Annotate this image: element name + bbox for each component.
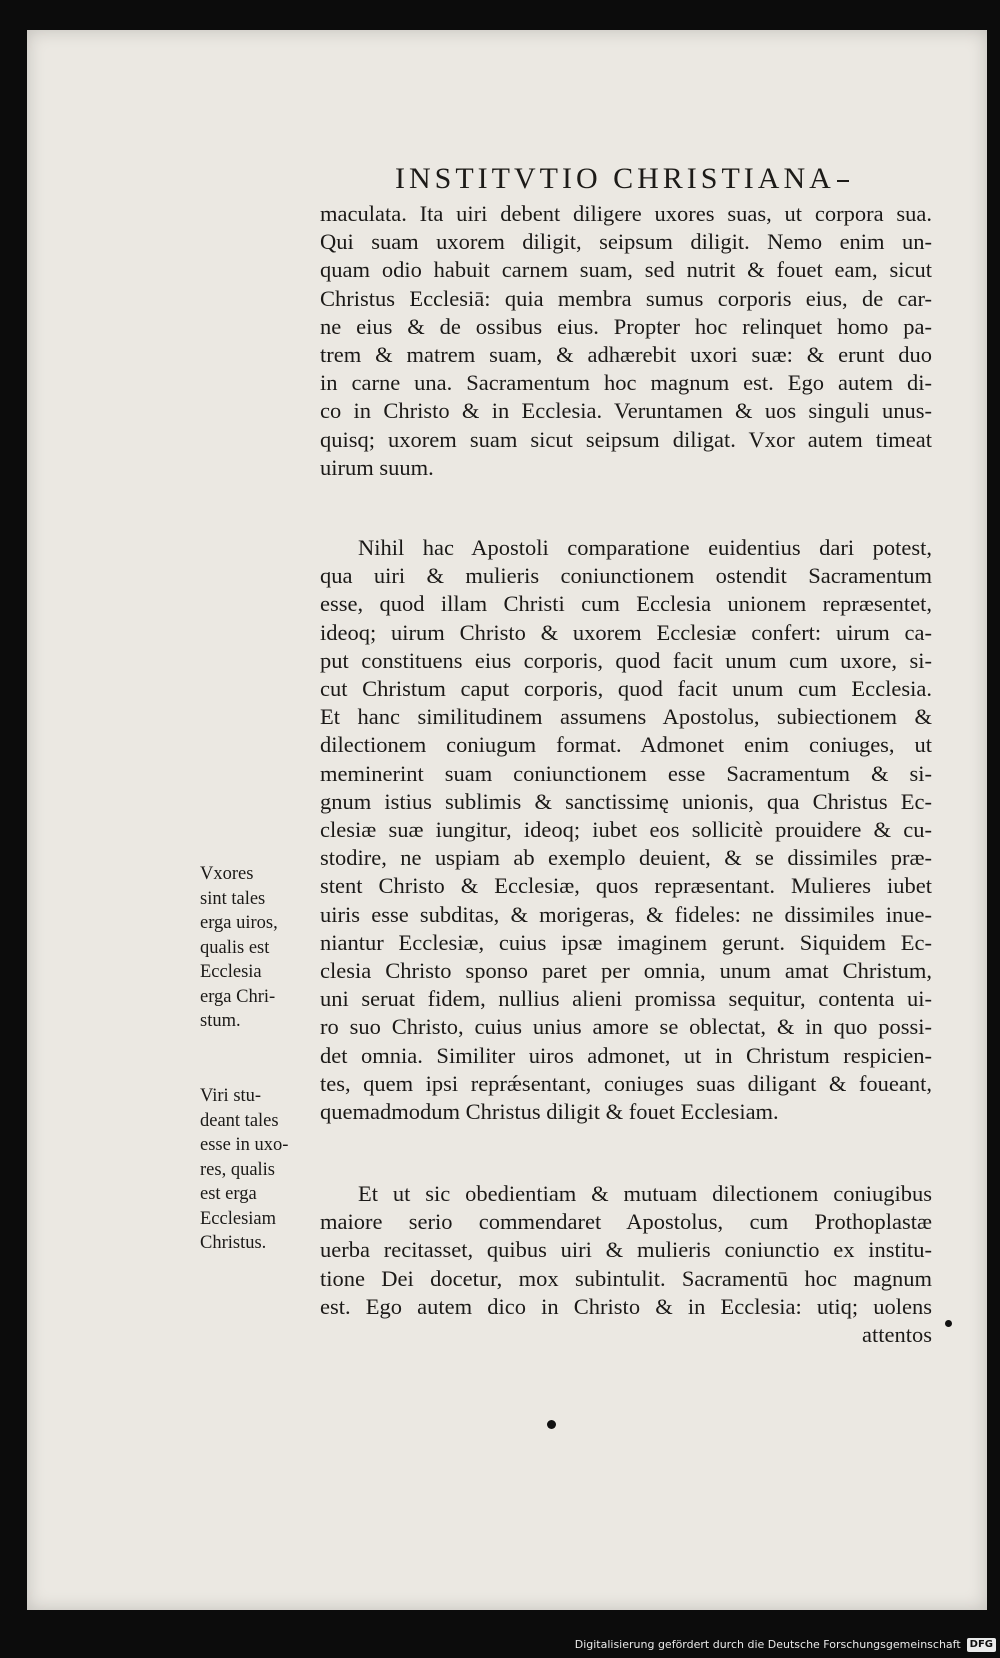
text-line: clesiæ suæ iungitur, ideoq; iubet eos sollicitè prouidere & cu- — [320, 817, 932, 843]
margin-note-1 — [200, 862, 305, 1034]
paragraph-1 — [320, 200, 932, 482]
text-line: gnum istius sublimis & sanctissimę unionis, qua Christus Ec- — [320, 788, 932, 814]
text-line: uiris esse subditas, & morigeras, & fideles: ne dissimiles inue- — [320, 901, 932, 927]
text-line: trem & matrem suam, & adhærebit uxori suæ: & erunt duo — [320, 342, 932, 368]
footer-text: Digitalisierung gefördert durch die Deutsche Forschungsgemeinschaft — [574, 1638, 961, 1651]
text-line: uirum suum. — [320, 454, 434, 480]
text-line: uerba recitasset, quibus uiri & mulieris coniunctio ex institu- — [320, 1237, 932, 1263]
text-line: esse, quod illam Christi cum Ecclesia unionem repræsentet, — [320, 591, 932, 617]
margin-line: res, qualis — [200, 1159, 276, 1180]
text-line: maculata. Ita uiri debent diligere uxores suas, ut corpora sua. — [320, 201, 932, 226]
ink-dot — [945, 1320, 952, 1327]
text-line: dilectionem coniugum format. Admonet enim coniuges, ut — [320, 732, 932, 758]
running-header: INSTITVTIO CHRISTIANA — [395, 162, 849, 196]
margin-line: Christus. — [200, 1233, 267, 1253]
text-line: quemadmodum Christus diligit & fouet Ecclesiam. — [320, 1099, 779, 1125]
text-line: clesia Christo sponso paret per omnia, unum amat Christum, — [320, 958, 932, 984]
text-line: quam odio habuit carnem suam, sed nutrit & fouet eam, sicut — [320, 257, 932, 283]
text-line: Qui suam uxorem diligit, seipsum diligit. Nemo enim un- — [320, 229, 932, 255]
margin-line: stum. — [200, 1011, 241, 1031]
text-line: maiore serio commendaret Apostolus, cum Prothoplastæ — [320, 1209, 932, 1235]
margin-line: Viri stu- — [200, 1086, 262, 1106]
text-line: cut Christum caput corporis, quod facit unum cum Ecclesia. — [320, 676, 932, 702]
text-line: uni seruat fidem, nullius alieni promissa sequitur, contenta ui- — [320, 986, 932, 1012]
text-line: quisq; uxorem suam sicut seipsum diligat. Vxor autem timeat — [320, 426, 932, 452]
margin-line: Ecclesia — [200, 962, 262, 982]
text-line: tione Dei docetur, mox subintulit. Sacramentū hoc magnum — [320, 1265, 932, 1291]
margin-line: est erga — [200, 1184, 257, 1204]
paragraph-3 — [320, 1180, 932, 1349]
text-line: in carne una. Sacramentum hoc magnum est. Ego autem di- — [320, 370, 932, 396]
text-line: put constituens eius corporis, quod facit unum cum uxore, si- — [320, 647, 932, 673]
margin-line: erga uiros, — [200, 913, 278, 933]
text-line: Et hanc similitudinem assumens Apostolus, subiectionem & — [320, 704, 932, 730]
dfg-logo: DFG — [967, 1638, 996, 1652]
text-line: co in Christo & in Ecclesia. Veruntamen & uos singuli unus- — [320, 398, 932, 424]
margin-line: erga Chri- — [200, 986, 276, 1007]
text-line: ro suo Christo, cuius unius amore se oblectat, & in quo possi- — [320, 1014, 932, 1040]
digitization-footer — [575, 1636, 1000, 1654]
margin-note-2 — [200, 1084, 305, 1256]
text-line: stent Christo & Ecclesiæ, quos repræsentant. Mulieres iubet — [320, 873, 932, 899]
text-line: tes, quem ipsi reprǽsentant, coniuges suas diligant & foueant, — [320, 1070, 932, 1096]
text-line: stodire, ne uspiam ab exemplo deuient, & se dissimiles præ- — [320, 845, 932, 871]
text-line: niantur Ecclesiæ, cuius ipsæ imaginem gerunt. Siquidem Ec- — [320, 929, 932, 955]
margin-line: qualis est — [200, 937, 270, 958]
text-line: meminerint suam coniunctionem esse Sacramentum & si- — [320, 760, 932, 786]
text-line: Christus Ecclesiā: quia membra sumus corporis eius, de car- — [320, 285, 932, 311]
catchword: attentos — [862, 1322, 932, 1348]
text-line: Nihil hac Apostoli comparatione euidentius dari potest, — [358, 535, 932, 560]
margin-line: sint tales — [200, 888, 266, 909]
margin-line: Ecclesiam — [200, 1208, 277, 1229]
margin-line: Vxores — [200, 864, 254, 884]
text-line: qua uiri & mulieris coniunctionem ostendit Sacramentum — [320, 563, 932, 589]
paragraph-2 — [320, 534, 932, 1126]
text-line: est. Ego autem dico in Christo & in Ecclesia: utiq; uolens — [320, 1293, 932, 1319]
text-line: Et ut sic obedientiam & mutuam dilectionem coniugibus — [358, 1181, 932, 1206]
margin-line: deant tales — [200, 1110, 279, 1131]
margin-line: esse in uxo- — [200, 1135, 289, 1155]
text-line: ne eius & de ossibus eius. Propter hoc relinquet homo pa- — [320, 313, 932, 339]
ink-dot — [547, 1420, 556, 1429]
text-line: ideoq; uirum Christo & uxorem Ecclesiæ confert: uirum ca- — [320, 619, 932, 645]
text-line: det omnia. Similiter uiros admonet, ut in Christum respicien- — [320, 1042, 932, 1068]
